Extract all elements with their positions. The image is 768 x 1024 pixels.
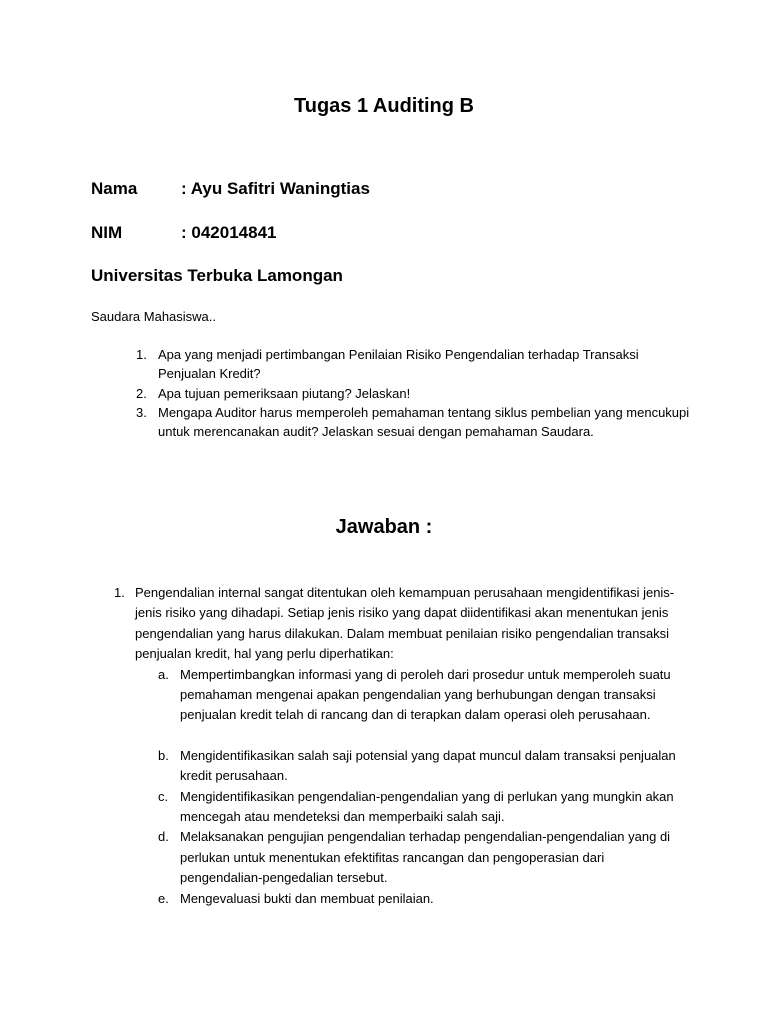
document-title: Tugas 1 Auditing B <box>294 95 474 117</box>
name-value: : Ayu Safitri Waningtias <box>181 179 370 198</box>
question-text: Apa yang menjadi pertimbangan Penilaian Risiko Pengendalian terhadap Transaksi Penjualan Kredit? <box>158 347 639 382</box>
question-number: 3. <box>136 404 147 420</box>
sub-item <box>135 665 681 726</box>
sub-letter: d. <box>158 829 169 845</box>
answer-sub-list <box>135 665 681 909</box>
name-label: Nama <box>91 179 138 198</box>
sub-letter: c. <box>158 788 169 804</box>
sub-letter: b. <box>158 747 169 763</box>
answer-heading: Jawaban : <box>335 516 433 538</box>
sub-text: Mengevaluasi bukti dan membuat penilaian. <box>180 890 434 906</box>
sub-text: Melaksanakan pengujian pengendalian terhadap pengendalian-pengendalian yang di perlukan untuk menentukan efektifitas rancangan dan pengoperasian dari pengendalian-pengedalian tersebut. <box>180 829 671 886</box>
question-item <box>91 384 691 403</box>
answer-item <box>91 583 681 909</box>
sub-text: Mengidentifikasikan salah saji potensial yang dapat muncul dalam transaksi penjualan kredit perusahaan. <box>180 747 676 784</box>
question-text: Apa tujuan pemeriksaan piutang? Jelaskan! <box>158 385 411 401</box>
sub-text: Mengidentifikasikan pengendalian-pengendalian yang di perlukan yang mungkin akan mencegah atau mendeteksi dan memperbaiki salah saji. <box>180 788 674 825</box>
sub-item <box>135 889 681 909</box>
question-item <box>91 345 691 384</box>
sub-item <box>135 787 681 828</box>
name-row <box>91 179 370 199</box>
answer-text: Pengendalian internal sangat ditentukan oleh kemampuan perusahaan mengidentifikasi jenis-jenis risiko yang dihadapi. Setiap jenis risiko yang dapat diidentifikasi akan menentukan jenis pengendalian yang harus dilakukan. Dalam membuat penilaian risiko pengendalian transaksi penjualan kredit, hal yang perlu diperhatikan: <box>135 585 675 662</box>
question-item <box>91 403 691 442</box>
sub-letter: a. <box>158 666 169 682</box>
question-number: 1. <box>136 347 147 362</box>
nim-row <box>91 223 276 243</box>
sub-item <box>135 746 681 787</box>
nim-label: NIM <box>91 223 123 242</box>
answer-list <box>91 583 681 909</box>
university-name: Universitas Terbuka Lamongan <box>91 266 343 285</box>
intro-text: Saudara Mahasiswa.. <box>91 309 217 324</box>
sub-text: Mempertimbangkan informasi yang di peroleh dari prosedur untuk memperoleh suatu pemahaman mengenai apakan pengendalian yang berhubungan dengan transaksi penjualan kredit telah di rancang dan di terapkan dalam operasi oleh perusahaan. <box>180 666 671 723</box>
sub-letter: e. <box>158 890 169 906</box>
question-text: Mengapa Auditor harus memperoleh pemahaman tentang siklus pembelian yang mencukupi untuk merencanakan audit? Jelaskan sesuai dengan pemahaman Saudara. <box>158 404 690 440</box>
answer-number: 1. <box>114 585 125 600</box>
sub-item <box>135 827 681 888</box>
question-number: 2. <box>136 385 147 401</box>
nim-value: : 042014841 <box>181 223 277 242</box>
question-list <box>91 345 691 441</box>
